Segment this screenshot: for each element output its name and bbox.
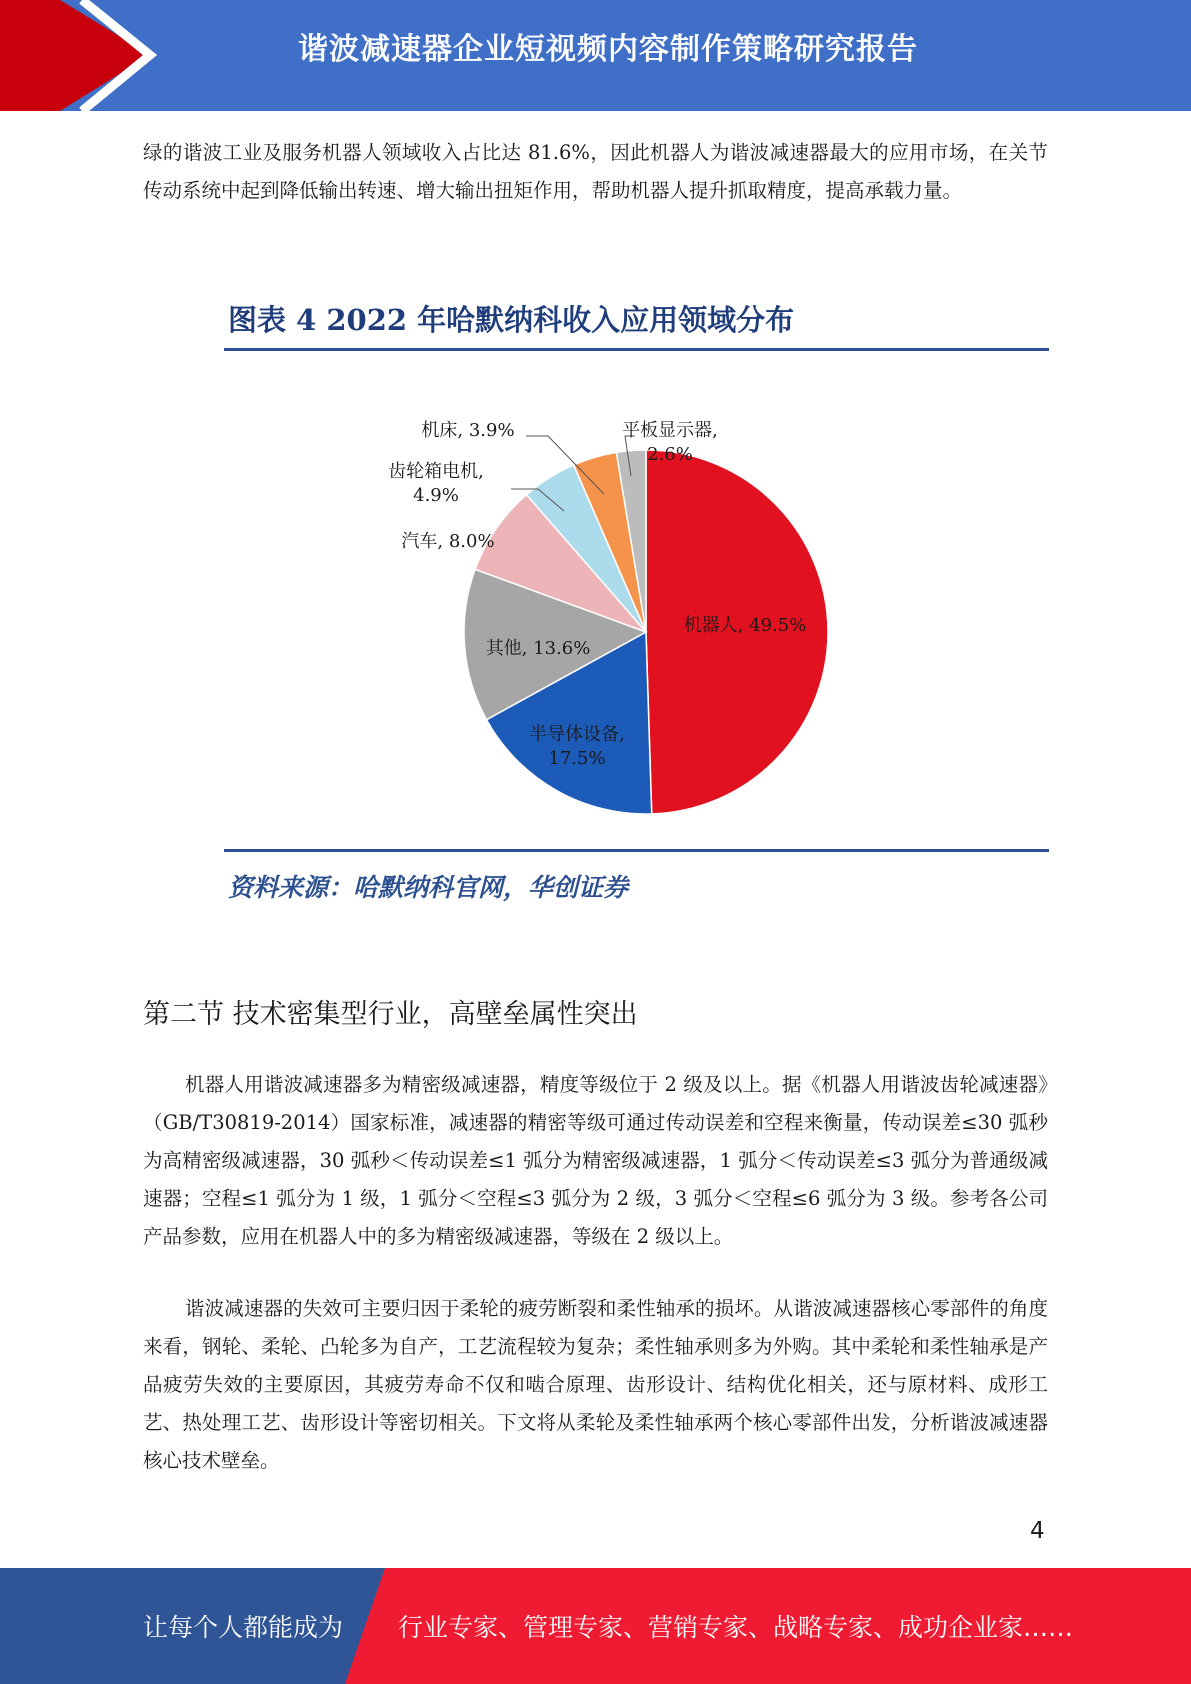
chart-bottom-rule	[224, 849, 1049, 852]
pie-chart	[180, 335, 1085, 855]
pie-label-6: 机床, 3.9%	[421, 420, 515, 441]
page-number: 4	[1030, 1518, 1045, 1544]
footer-slogan-left: 让每个人都能成为	[143, 1613, 344, 1642]
chart-source: 资料来源：哈默纳科官网，华创证券	[228, 873, 629, 902]
header-banner	[0, 0, 1191, 111]
pie-label-1: 机器人, 49.5%	[683, 615, 807, 636]
body-paragraph-1: 机器人用谐波减速器多为精密级减速器，精度等级位于 2 级及以上。据《机器人用谐波齿轮减速器》（GB/T30819-2014）国家标准，减速器的精密等级可通过传动误差和空程来衡量，传动误差≤30 弧秒为高精密级减速器，30 弧秒＜传动误差≤1 弧分为精密级减速器，1 弧分＜传动误差≤3 弧分为普通级减速器；空程≤1 弧分为 1 级，1 弧分＜空程≤3 弧分为 2 级，3 弧分＜空程≤6 弧分为 3 级。参考各公司产品参数，应用在机器人中的多为精密级减速器，等级在 2 级以上。	[143, 1073, 1048, 1248]
chart-title: 图表 4 2022 年哈默纳科收入应用领域分布	[228, 303, 795, 337]
pie-label-3: 其他, 13.6%	[485, 638, 591, 659]
section-heading: 第二节 技术密集型行业，高壁垒属性突出	[143, 999, 638, 1030]
report-title: 谐波减速器企业短视频内容制作策略研究报告	[298, 32, 918, 67]
pie-label-4: 汽车, 8.0%	[401, 531, 495, 552]
footer-slogan-right: 行业专家、管理专家、营销专家、战略专家、成功企业家……	[398, 1613, 1074, 1642]
pie-label-7: 平板显示器, 2.6%	[622, 420, 718, 465]
figure-chart	[180, 275, 1085, 915]
intro-paragraph: 绿的谐波工业及服务机器人领域收入占比达 81.6%，因此机器人为谐波减速器最大的应用市场，在关节传动系统中起到降低输出转速、增大输出扭矩作用，帮助机器人提升抓取精度，提高承载力量。	[143, 141, 1048, 202]
pie-label-2: 半导体设备, 17.5%	[529, 724, 625, 769]
footer-banner	[0, 1568, 1191, 1684]
pie-label-5: 齿轮箱电机, 4.9%	[388, 461, 484, 506]
body-paragraph-2: 谐波减速器的失效可主要归因于柔轮的疲劳断裂和柔性轴承的损坏。从谐波减速器核心零部件的角度来看，钢轮、柔轮、凸轮多为自产，工艺流程较为复杂；柔性轴承则多为外购。其中柔轮和柔性轴承是产品疲劳失效的主要原因，其疲劳寿命不仅和啮合原理、齿形设计、结构优化相关，还与原材料、成形工艺、热处理工艺、齿形设计等密切相关。下文将从柔轮及柔性轴承两个核心零部件出发，分析谐波减速器核心技术壁垒。	[143, 1297, 1048, 1472]
